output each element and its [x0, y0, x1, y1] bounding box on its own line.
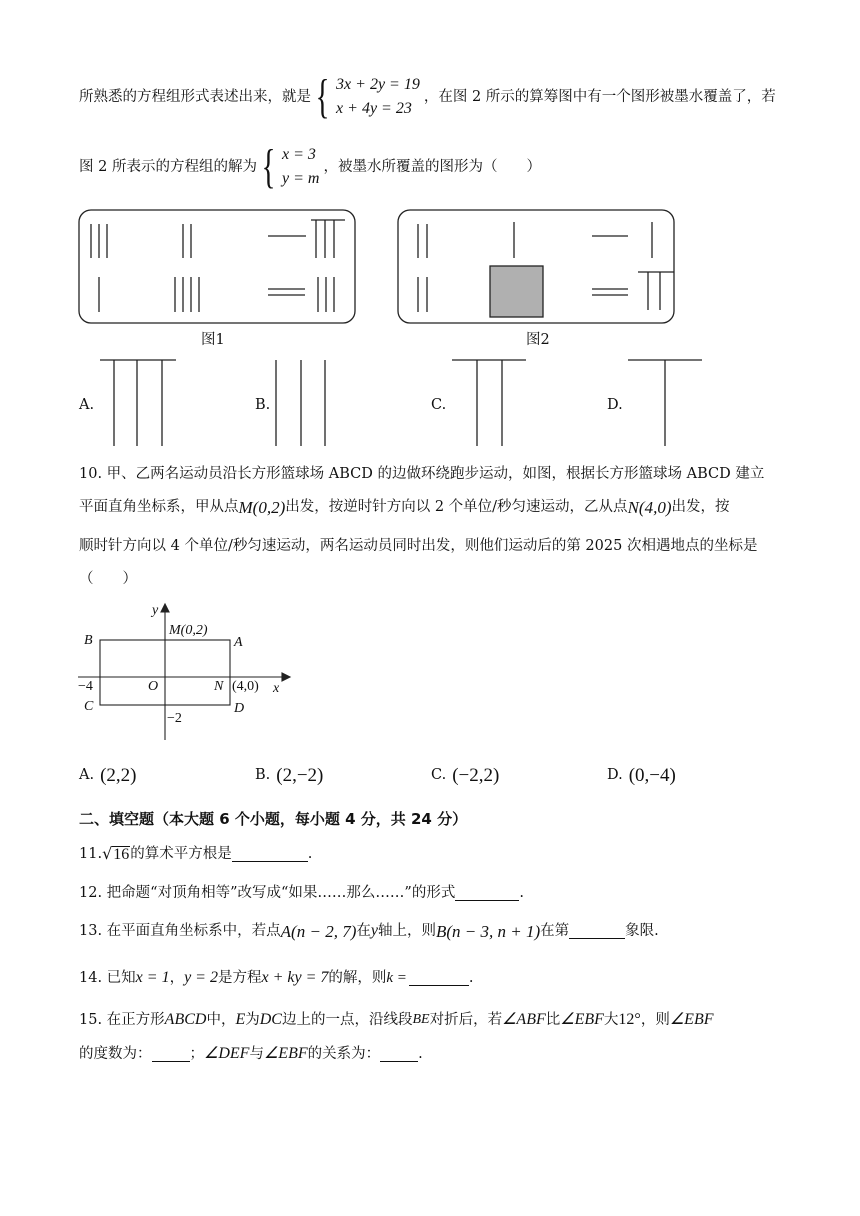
q13-point-b: B(n − 3, n + 1)	[435, 921, 541, 941]
q10-line4: （ ）	[79, 571, 137, 587]
q15-answer-blank-1[interactable]	[152, 1047, 190, 1062]
q10-option-d-value: (0,−4)	[628, 764, 676, 786]
q9-line2	[79, 140, 541, 194]
left-brace-icon: {	[315, 70, 330, 123]
q15-line2: 的度数为： ； ∠DEF 与 ∠EBF 的关系为： .	[79, 1045, 423, 1062]
q10-option-b[interactable]: B. (2,−2)	[255, 764, 324, 786]
q10-line2b: 出发，按逆时针方向以 2 个单位/秒匀速运动，乙从点	[285, 498, 628, 515]
q10-line3: 顺时针方向以 4 个单位/秒匀速运动，两名运动员同时出发，则他们运动后的第 2025 次相遇地点的坐标是	[79, 538, 758, 554]
y-axis-arrow-icon	[161, 604, 169, 612]
x-axis-arrow-icon	[282, 673, 290, 681]
q13-point-a: A(n − 2, 7)	[280, 921, 357, 941]
sqrt-icon: √	[102, 844, 113, 863]
q10-coordinate-figure	[70, 600, 300, 750]
q10-option-c[interactable]: C. (−2,2)	[431, 764, 500, 786]
q10-line2	[79, 494, 729, 520]
q9-option-b[interactable]: B.	[255, 397, 271, 413]
vertex-b-label: B	[84, 633, 93, 648]
q9-eq1: 3x + 2y = 19	[336, 76, 420, 93]
q11-radicand: 16	[113, 845, 130, 863]
vertex-a-label: A	[234, 635, 243, 650]
q11-answer-blank[interactable]	[232, 847, 308, 862]
vertex-d-label: D	[234, 701, 245, 716]
origin-label: O	[148, 679, 159, 694]
q10-option-b-value: (2,−2)	[276, 764, 324, 786]
x-axis-label: x	[273, 681, 280, 696]
q10-option-d[interactable]: D. (0,−4)	[607, 764, 676, 786]
q15-answer-blank-2[interactable]	[380, 1047, 418, 1062]
point-m-label: M(0,2)	[169, 623, 208, 638]
q15-line1: 15. 在正方形 ABCD 中， E 为 DC 边上的一点，沿线段 BE 对折后，若 ∠ABF 比 ∠EBF 大 12° ，则 ∠EBF	[79, 1011, 714, 1028]
q9-option-figures	[0, 350, 860, 450]
q13-answer-blank[interactable]	[569, 924, 625, 939]
q10-option-a-value: (2,2)	[100, 764, 137, 786]
q9-line2-pre: 图 2 所表示的方程组的解为	[79, 158, 257, 175]
q10-option-a[interactable]: A. (2,2)	[79, 764, 137, 786]
q10-line2c: 出发，按	[671, 498, 730, 515]
ink-blot	[490, 266, 543, 317]
figure1-frame	[79, 210, 355, 323]
q10-option-c-value: (−2,2)	[452, 764, 500, 786]
counting-rod-figures	[0, 200, 860, 360]
section2-heading: 二、填空题（本大题 6 个小题，每小题 4 分，共 24 分）	[79, 810, 468, 828]
y-axis-label: y	[152, 603, 159, 618]
q9-sol2: y = m	[282, 170, 320, 187]
q10-point-m: M(0,2)	[238, 497, 286, 517]
q9-solution-system	[257, 140, 320, 193]
figure2-caption: 图2	[526, 332, 550, 348]
q14-answer-blank[interactable]	[409, 971, 469, 986]
q9-eq2: x + 4y = 23	[336, 100, 412, 117]
q9-line1-pre: 所熟悉的方程组形式表述出来，就是	[79, 88, 311, 105]
point-n-coord: (4,0)	[232, 679, 259, 694]
q11: 11. √ 16 的算术平方根是 .	[79, 844, 313, 863]
q9-line2-post: ，被墨水所覆盖的图形为（ ）	[323, 158, 541, 175]
neg2-label: −2	[167, 711, 182, 726]
q9-option-a[interactable]: A.	[79, 397, 95, 413]
q13: 13. 在平面直角坐标系中，若点 A(n − 2, 7) 在 y 轴上，则 B(n − 3, n + 1) 在第 象限.	[79, 921, 659, 941]
q9-equation-system	[311, 70, 420, 123]
q10-line2a: 平面直角坐标系，甲从点	[79, 498, 239, 515]
q9-sol1: x = 3	[282, 146, 316, 163]
q9-line1-post: ，在图 2 所示的算筹图中有一个图形被墨水覆盖了，若	[423, 88, 776, 105]
q12-answer-blank[interactable]	[455, 886, 519, 901]
left-brace-icon: {	[261, 140, 276, 193]
figure1-caption: 图1	[201, 332, 225, 348]
point-n-label: N	[214, 679, 224, 694]
q9-line1	[79, 70, 776, 124]
q14: 14. 已知 x = 1 ， y = 2 是方程 x + ky = 7 的解，则 k = .	[79, 969, 474, 986]
q9-option-d[interactable]: D.	[607, 397, 623, 413]
neg4-label: −4	[78, 679, 93, 694]
q10-line1: 10. 甲、乙两名运动员沿长方形篮球场 ABCD 的边做环绕跑步运动，如图，根据长方形篮球场 ABCD 建立	[79, 466, 765, 482]
q10-point-n: N(4,0)	[627, 497, 672, 517]
vertex-c-label: C	[84, 699, 94, 714]
q12: 12. 把命题“对顶角相等”改写成“如果……那么……”的形式 .	[79, 884, 524, 901]
q9-option-c[interactable]: C.	[431, 397, 447, 413]
